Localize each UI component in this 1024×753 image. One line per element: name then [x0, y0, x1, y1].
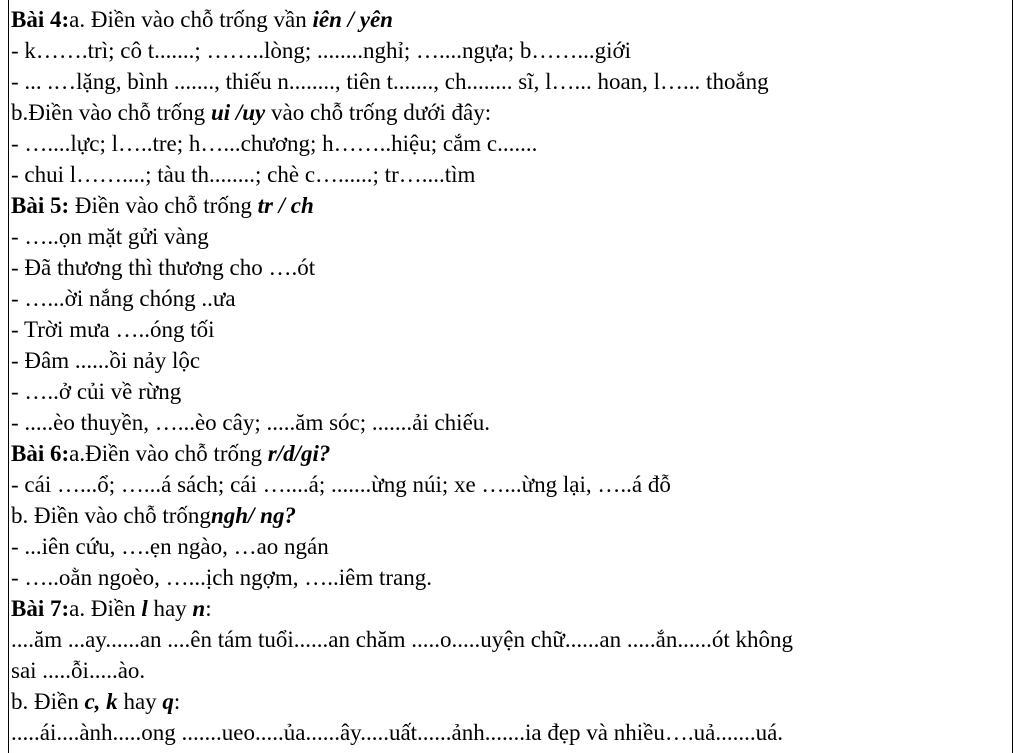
bai7-a-emphasis-1: l [141, 596, 148, 621]
bai6-b-line-1: - ...iên cứu, ….ẹn ngào, …ao ngán [11, 534, 329, 559]
bai7-a-text: a. Điền [69, 596, 142, 621]
bai7-b-tail: : [173, 689, 181, 714]
bai7-heading: Bài 7: [11, 596, 70, 621]
bai6-a-line-1: - cái …...ổ; …...á sách; cái …....á; .......ừng núi; xe …...ừng lại, …..á đỗ [11, 472, 671, 497]
bai5-line-4: - Trời mưa …..óng tối [11, 317, 215, 342]
bai6-b-line-2: - …..oằn ngoèo, …...ịch ngợm, …..iêm trang. [11, 565, 432, 590]
bai4-b-tail: vào chỗ trống dưới đây: [265, 100, 492, 125]
bai7-a-emphasis-2: n [192, 596, 206, 621]
worksheet [8, 0, 1013, 753]
bai5-line-7: - .....èo thuyền, …...èo cây; .....ăm sóc; .......ải chiếu. [11, 410, 491, 435]
bai7-title [11, 593, 1012, 624]
bai4-b-line-1: - …....lực; l…..tre; h…...chương; h……..hiệu; cắm c....... [11, 131, 538, 156]
bai4-line-2: - ... .…lặng, bình ......., thiếu n........, tiên t......., ch........ sĩ, l…... hoan, l…... thoắng [11, 69, 769, 94]
bai7-b-emphasis-1: c, k [84, 689, 118, 714]
bai5-title [11, 190, 1012, 221]
bai7-b-mid: hay [117, 689, 163, 714]
bai4-line-1: - k…….trì; cô t.......; ……..lòng; ........nghỉ; …....ngựa; b……...giới [11, 38, 632, 63]
bai5-emphasis: tr / ch [257, 193, 314, 218]
bai7-a-tail: : [205, 596, 212, 621]
bai6-b-text: b. Điền vào chỗ trống [11, 503, 211, 528]
bai6-b-emphasis: ngh/ ng? [210, 503, 296, 528]
bai4-b-title [11, 97, 1012, 128]
bai4-b-emphasis: ui /uy [210, 100, 266, 125]
bai5-line-6: - …..ở củi về rừng [11, 379, 182, 404]
bai4-a-emphasis: iên / yên [312, 7, 393, 32]
bai6-a-emphasis: r/d/gi? [267, 441, 331, 466]
bai4-title [11, 4, 1012, 35]
bai7-b-emphasis-2: q [162, 689, 174, 714]
bai5-heading: Bài 5: [11, 193, 70, 218]
bai4-b-line-2: - chui l……....; tàu th........; chè c…......; tr…....tìm [11, 162, 476, 187]
bai7-a-mid: hay [147, 596, 193, 621]
bai4-a-text: a. Điền vào chỗ trống vần [69, 7, 313, 32]
bai7-b-title [11, 686, 1012, 717]
bai5-line-3: - …...ời nắng chóng ..ưa [11, 286, 236, 311]
bai6-a-text: a.Điền vào chỗ trống [69, 441, 268, 466]
bai5-line-5: - Đâm ......ồi nảy lộc [11, 348, 201, 373]
bai5-text: Điền vào chỗ trống [69, 193, 258, 218]
bai7-a-line-2: sai .....ỗi.....ào. [11, 658, 146, 683]
bai5-line-2: - Đã thương thì thương cho ….ót [11, 255, 316, 280]
bai6-heading: Bài 6: [11, 441, 70, 466]
bai4-heading: Bài 4: [11, 7, 70, 32]
bai4-b-text: b.Điền vào chỗ trống [11, 100, 211, 125]
bai7-b-line-1: .....ái....ành.....ong .......ueo.....ủa......ây.....uất......ảnh.......ia đẹp và nhiều….uả.......uá. [11, 720, 784, 745]
bai6-b-title [11, 500, 1012, 531]
bai5-line-1: - …..ọn mặt gửi vàng [11, 224, 209, 249]
bai7-a-line-1: ....ăm ...ay......an ....ên tám tuổi......an chăm .....o.....uyện chữ......an .....ắn......ót không [11, 627, 793, 652]
bai7-b-text: b. Điền [11, 689, 85, 714]
bai6-title [11, 438, 1012, 469]
